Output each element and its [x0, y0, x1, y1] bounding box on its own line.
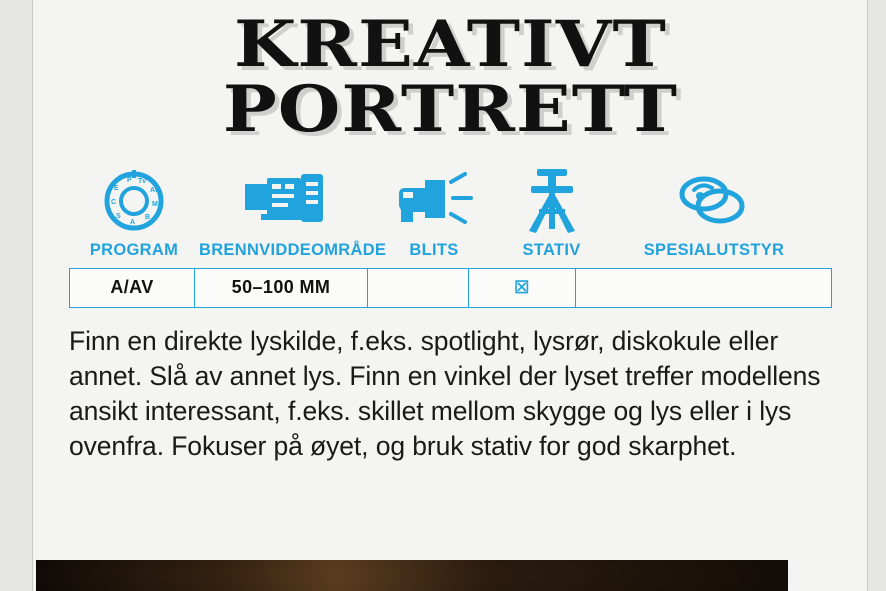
equipment-item-focal-range — [199, 163, 387, 260]
page-content — [33, 0, 868, 591]
equipment-caption-flash: BLITS — [409, 240, 459, 259]
special-equipment-icon — [614, 163, 814, 239]
equipment-caption-special-equipment: SPESIALUTSTYR — [643, 240, 785, 259]
title-line-1: KREATIVT — [234, 7, 667, 82]
portrait-photo-image — [36, 560, 788, 591]
svg-text:C: C — [111, 198, 117, 206]
camera-lens-range-icon — [199, 163, 379, 239]
svg-text:Av: Av — [150, 186, 159, 194]
svg-text:M: M — [152, 200, 158, 208]
equipment-item-special-equipment — [614, 163, 814, 260]
spec-cell-tripod: ☒ — [469, 269, 576, 307]
svg-text:B: B — [145, 213, 151, 221]
page-title — [33, 0, 868, 148]
title-line-2: PORTRETT — [222, 72, 679, 148]
spec-cell-special-equipment — [576, 269, 831, 307]
equipment-item-program — [69, 163, 199, 260]
equipment-caption-tripod: STATIV — [522, 240, 581, 259]
svg-text:P: P — [127, 176, 132, 184]
svg-text:Tv: Tv — [138, 177, 147, 185]
equipment-item-tripod — [489, 163, 614, 260]
program-dial-icon — [69, 163, 199, 239]
svg-text:E: E — [114, 184, 119, 192]
equipment-icon-row — [69, 163, 832, 260]
svg-text:S: S — [116, 212, 121, 220]
svg-text:A: A — [130, 218, 136, 226]
equipment-item-flash — [379, 163, 489, 260]
flash-icon — [379, 163, 489, 239]
portrait-photo — [36, 560, 788, 591]
spec-cell-flash — [368, 269, 469, 307]
spec-cell-program: A/AV — [70, 269, 195, 307]
spec-table — [69, 268, 832, 308]
tripod-icon — [489, 163, 614, 239]
spec-cell-focal-range: 50–100 MM — [195, 269, 368, 307]
body-paragraph: Finn en direkte lyskilde, f.eks. spotlight, lysrør, diskokule eller annet. Slå av annet lys. Finn en vinkel der lyset treffer modellens ansikt interessant, f.eks. skillet mellom skygge og lys eller i lys ovenfra. Fokuser på øyet, og bruk stativ for god skarphet. — [69, 325, 821, 461]
equipment-caption-program: PROGRAM — [89, 240, 179, 259]
equipment-caption-focal-range: BRENNVIDDEOMRÅDE — [199, 240, 387, 259]
